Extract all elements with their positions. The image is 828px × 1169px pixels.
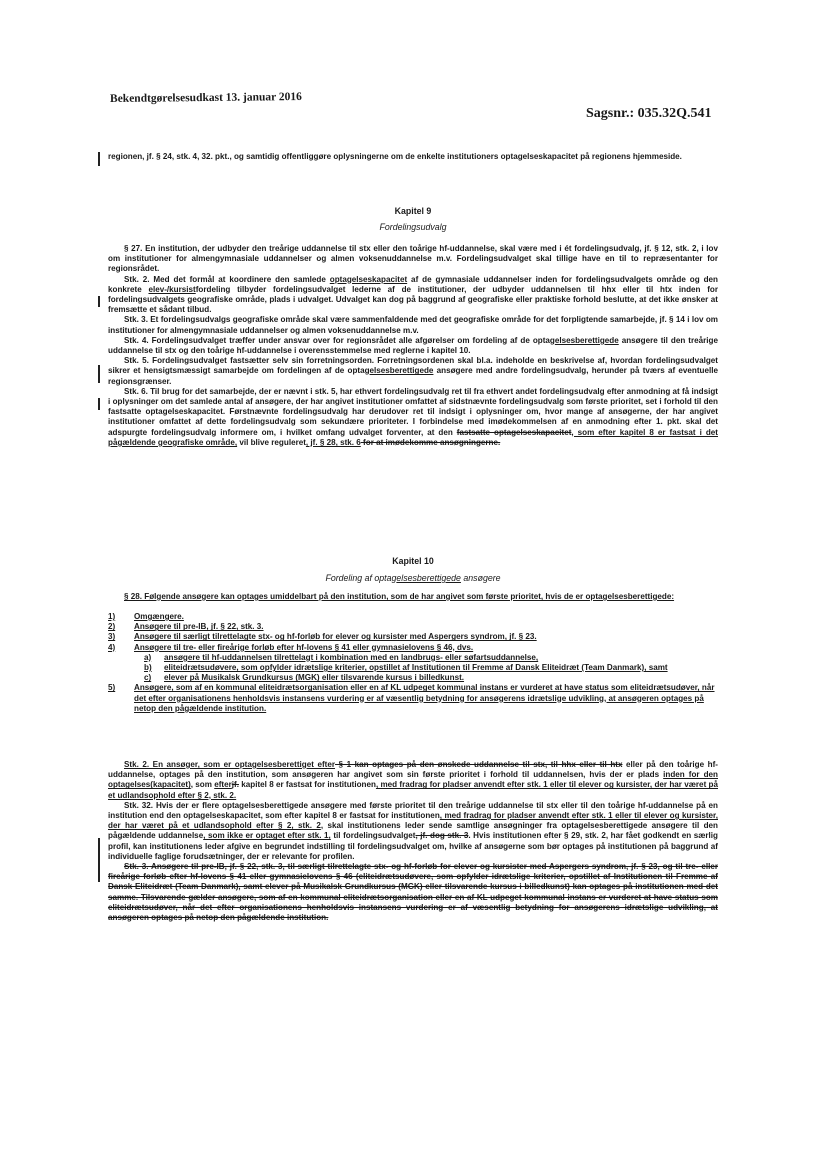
paragraph-27-stk3: Stk. 3. Et fordelingsudvalgs geografiske område skal være sammenfaldende med det geografiske område for det forpligtende samarbejde, jf. § 14 i lov om institutioner for almengymnasiale uddannelser og almen voksenuddannelse m.v. [108, 315, 718, 335]
paragraph-27-stk2: Stk. 2. Med det formål at koordinere den samlede optagelseskapacitet af de gymnasiale uddannelser inden for fordelingsudvalgets område og den konkrete elev-/kursistfordeling tilbyder fordelingsudvalget lederne af de institutioner, der udbyder uddannelsen til hhx eller til htx inden for fordelingsudvalgets geografiske område, plads i udvalget. Udvalget kan dog på baggrund af geografiske eller praktiske forhold beslutte, at det ikke ønsker at fremsætte et sådant tilbud. [108, 274, 718, 315]
list-item: 2) Ansøgere til pre-IB, jf. § 22, stk. 3. [108, 622, 264, 632]
paragraph-27-stk4: Stk. 4. Fordelingsudvalget træffer under ansvar over for regionsrådet alle afgørelser om fordeling af de optagelsesberettigede ansøgere til den treårige uddannelse til stx og den toårige hf-uddannelse i overensstemmelse med reglerne i kapitel 10. [108, 335, 718, 356]
paragraph-27-stk6: Stk. 6. Til brug for det samarbejde, der er nævnt i stk. 5, har ethvert fordelingsudvalg ret til fra ethvert andet fordelingsudvalg efter anmodning at få indsigt i oplysninger om det samlede antal af ansøgere, der har angivet institutioner omfattet af sidstnævnte fordelingsudvalg som første prioritet, set i forhold til den fastsatte optagelseskapacitet. Førstnævnte fordelingsudvalg har derudover ret til indsigt i oplysninger om, hvor mange af ansøgerne, der har angivet institutioner omfattet af dette fordelingsudvalg som sekundære prioriteter. I forbindelse med imødekommelsen af en anmodning efter 1. pkt. skal det adspurgte fordelingsudvalg informere om, i hvilket omfang udvalget forventer, at den fastsatte optagelseskapacitet, som efter kapitel 8 er fastsat i det pågældende geografiske område, vil blive reguleret, jf. § 28, stk. 6 for at imødekomme ansøgningerne. [108, 386, 718, 447]
intro-paragraph: regionen, jf. § 24, stk. 4, 32. pkt., og samtidig offentliggøre oplysningerne om de enkelte institutioners optagelseskapacitet på regionens hjemmeside. [108, 152, 682, 161]
list-item: 4) Ansøgere til tre- eller fireårige forløb efter hf-lovens § 41 eller gymnasielovens § 46, dvs. [108, 642, 474, 652]
change-bar [98, 296, 100, 307]
chapter-9-subtitle: Fordelingsudvalg [379, 222, 447, 232]
section-28-list [108, 612, 718, 714]
list-item: 5) Ansøgere, som af en kommunal eliteidrætsorganisation eller en af KL udpeget kommunal instans er vurderet at have status som eliteidrætsudøver, når det efter organisationens henholdsvis instansens vurdering er af væsentlig betydning for ansøgerens idrætslige udvikling, at ansøgeren optages på netop den pågældende institution. [108, 683, 715, 713]
paragraph-28-stk2: Stk. 2. En ansøger, som er optagelsesberettiget efter § 1 kan optages på den ønskede uddannelse til stx, til hhx eller til htx eller på den toårige hf-uddannelse, optages på den institution, som ansøgeren har angivet som sin første prioritet i forhold til uddannelsen, hvis der er plads inden for den optagelses(kapacitet), som efterjf. kapitel 8 er fastsat for institutionen, med fradrag for pladser anvendt efter stk. 1 eller til elever og kursister, der har været på et udlandsophold efter § 2, stk. 2. [108, 760, 718, 800]
list-subitem: a) ansøgere til hf-uddannelsen tilrettelagt i kombination med en landbrugs- eller søfartsuddannelse, [144, 652, 539, 662]
paragraph-27: § 27. En institution, der udbyder den treårige uddannelse til stx eller den toårige hf-uddannelse, skal være med i ét fordelingsudvalg, jf. § 12, stk. 2, i lov om institutioner for almengymnasiale uddannelser og almen voksenuddannelse m.v. Fordelingsudvalget skal tillige have en til to repræsentanter for regionsrådet. [108, 244, 718, 274]
list-item: 3) Ansøgere til særligt tilrettelagte stx- og hf-forløb for elever og kursister med Aspergers syndrom, jf. § 23. [108, 632, 537, 642]
change-bar [98, 152, 100, 166]
case-number: Sagsnr.: 035.32Q.541 [586, 106, 712, 121]
list-subitem: b) eliteidrætsudøvere, som opfylder idrætslige kriterier, opstillet af Institutionen til Fremme af Dansk Eliteidræt (Team Danmark), samt [144, 663, 668, 673]
chapter-10-subtitle: Fordeling af optagelsesberettigede ansøgere [325, 573, 501, 583]
paragraph-27-stk5: Stk. 5. Fordelingsudvalget fastsætter selv sin forretningsorden. Forretningsordenen skal bl.a. indeholde en beskrivelse af, hvordan fordelingsudvalget sikrer et hensigtsmæssigt samarbejde om fordelingen af de optagelsesberettigede ansøgere med andre fordelingsudvalg, herunder på tværs af eventuelle regionsgrænser. [108, 356, 719, 386]
section-28-body [108, 760, 718, 923]
paragraph-28-stk3: Stk. 32. Hvis der er flere optagelsesberettigede ansøgere med første prioritet til den treårige uddannelse til stx eller til den toårige hf-uddannelse på en institution end den optagelseskapacitet, som efter kapitel 8 er fastsat for institutionen, med fradrag for pladser anvendt efter stk. 1 eller til elever og kursister, der har været på et udlandsophold efter § 2, stk. 2, skal institutionens leder sende samtlige ansøgninger fra optagelsesberettigede ansøgere til den pågældende uddannelse, som ikke er optaget efter stk. 1, til fordelingsudvalget, jf. dog stk. 3. Hvis institutionen efter § 29, stk. 2, har fået godkendt en særlig profil, kan institutionens leder afgive en begrundet indstilling til fordelingsudvalget om, hvilke af ansøgerne som bør optages på institutionen på baggrund af individuelle faglige forudsætninger, der er relevante for profilen. [108, 800, 718, 861]
list-subitem: c) elever på Musikalsk Grundkursus (MGK) eller tilsvarende kursus i billedkunst. [144, 673, 465, 683]
change-bar [98, 365, 100, 383]
section-27 [108, 244, 718, 448]
paragraph-28-stk3-deleted: Stk. 3. Ansøgere til pre-IB, jf. § 22, stk. 3, til særligt tilrettelagte stx- og hf-forløb for elever og kursister med Aspergers syndrom, jf. § 23, og til tre- eller fireårige forløb efter hf-lovens § 41 eller gymnasielovens § 46 (eliteidrætsudøvere, som opfylder idrætslige kriterier, opstillet af Institutionen til Fremme af Dansk Eliteidræt (Team Danmark), samt elever på Musikalsk Grundkursus (MGK) eller tilsvarende kursus i billedkunst) kan optages på institutionen med det samme. Tilsvarende gælder ansøgere, som af en kommunal eliteidrætsorganisation eller en af KL udpeget kommunal instans er vurderet at have status som eliteidrætsudøver, når det efter organisationens henholdsvis instansens vurdering er af væsentlig betydning for ansøgerens idrætslige udvikling, at ansøgeren optages på netop den pågældende institution. [108, 862, 718, 923]
list-item: 1) Omgængere. [108, 612, 184, 621]
change-bar [98, 838, 100, 882]
chapter-9-title: Kapitel 9 [394, 206, 432, 216]
chapter-10-title: Kapitel 10 [392, 556, 434, 566]
section-28-intro: § 28. Følgende ansøgere kan optages umiddelbart på den institution, som de har angivet som første prioritet, hvis de er optagelsesberettigede: [124, 592, 675, 601]
document-draft-date: Bekendtgørelsesudkast 13. januar 2016 [109, 90, 302, 106]
change-bar [98, 398, 100, 410]
